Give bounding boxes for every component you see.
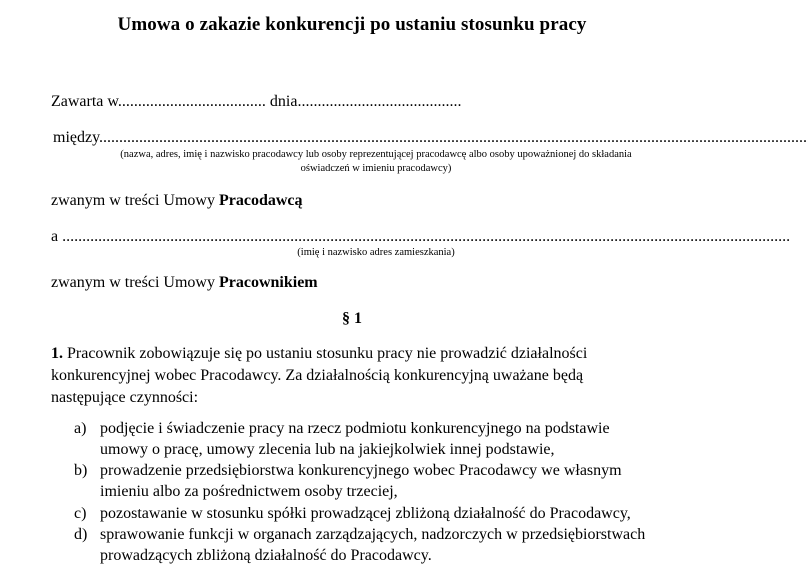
list-item-c-line-1: pozostawanie w stosunku spółki prowadzącej zbliżoną działalność do Pracodawcy, [100, 505, 631, 522]
point-1-line-3: następujące czynności: [51, 389, 199, 406]
list-item-c [74, 505, 631, 523]
employee-designation [51, 274, 318, 292]
a-line: a ...................................................................................................................................................................................... [51, 228, 791, 245]
section-marker: § 1 [342, 310, 362, 327]
employer-designation-prefix: zwanym w treści Umowy [51, 192, 219, 209]
employee-designation-bold: Pracownikiem [218, 274, 318, 291]
employer-designation [51, 192, 303, 210]
employer-designation-bold: Pracodawcą [218, 192, 303, 209]
list-item-d-letter: d) [74, 526, 88, 543]
point-1-text-1: Pracownik zobowiązuje się po ustaniu stosunku pracy nie prowadzić działalności [63, 345, 588, 362]
list-item-a-line-2: umowy o pracę, umowy zlecenia lub na jakiejkolwiek innej podstawie, [100, 441, 555, 458]
list-item-b-line-2: imieniu albo za pośrednictwem osoby trzeciej, [100, 483, 398, 500]
list-item-b-letter: b) [74, 462, 88, 479]
employer-note-line-1: (nazwa, adres, imię i nazwisko pracodawcy lub osoby reprezentującej pracodawcę albo osoby upoważnionej do składania [120, 149, 632, 160]
employee-designation-prefix: zwanym w treści Umowy [51, 274, 219, 291]
list-item-b-line-1: prowadzenie przedsiębiorstwa konkurencyjnego wobec Pracodawcy we własnym [100, 462, 622, 479]
list-item-d-line-1: sprawowanie funkcji w organach zarządzających, nadzorczych w przedsiębiorstwach [100, 526, 646, 543]
point-1-line-1 [51, 345, 587, 363]
list-item-a [74, 420, 610, 438]
employer-note-line-2: oświadczeń w imieniu pracodawcy) [300, 163, 452, 174]
zawarta-line: Zawarta w..................................... dnia......................................... [51, 93, 462, 110]
list-item-c-letter: c) [74, 505, 87, 522]
list-item-d [74, 526, 645, 544]
employee-note: (imię i nazwisko adres zamieszkania) [297, 247, 455, 258]
point-number: 1. [51, 345, 63, 362]
miedzy-line: między................................................................................................................................................................................. [53, 129, 807, 146]
list-item-b [74, 462, 622, 480]
point-1-line-2: konkurencyjnej wobec Pracodawcy. Za działalnością konkurencyjną uważane będą [51, 367, 584, 384]
document-title: Umowa o zakazie konkurencji po ustaniu stosunku pracy [117, 14, 587, 35]
list-item-d-line-2: prowadzących zbliżoną działalność do Pracodawcy. [100, 547, 432, 564]
list-item-a-letter: a) [74, 420, 87, 437]
list-item-a-line-1: podjęcie i świadczenie pracy na rzecz podmiotu konkurencyjnego na podstawie [100, 420, 610, 437]
